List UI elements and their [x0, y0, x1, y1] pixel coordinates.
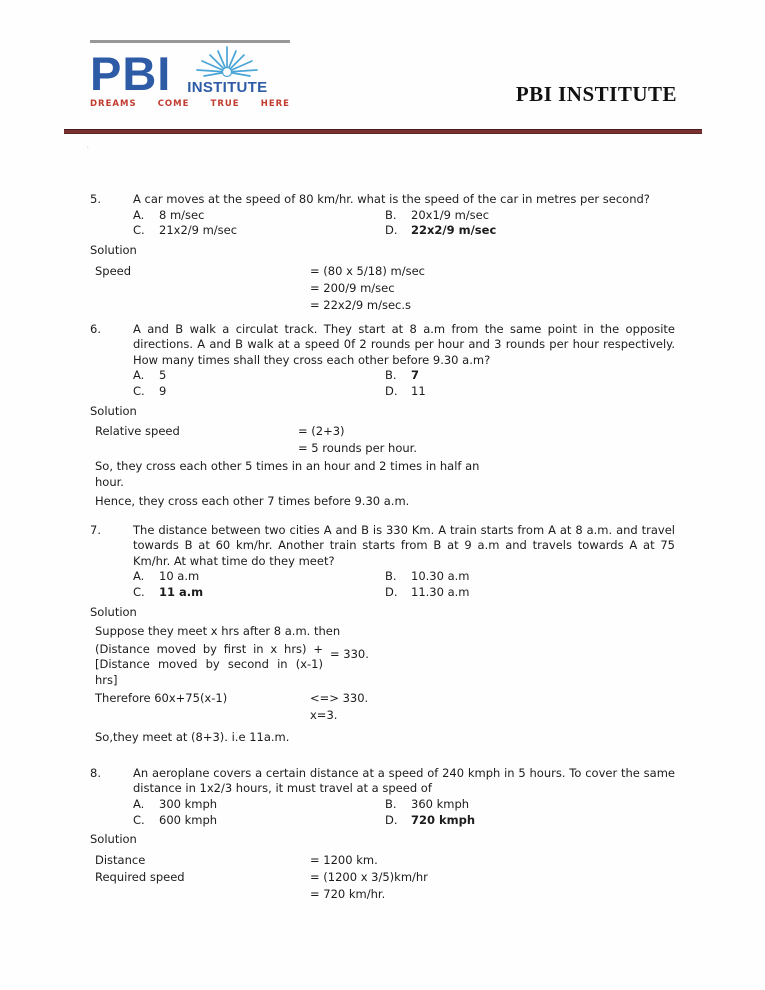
option-d: D. 11	[385, 383, 426, 398]
solution-term: Speed	[95, 263, 132, 278]
question-text: An aeroplane covers a certain distance at a speed of 240 kmph in 5 hours. To cover the same distance in 1x2/3 hours, it must travel at a speed of	[133, 765, 675, 796]
pbi-logo	[90, 40, 290, 109]
question-text: A and B walk a circulat track. They start at 8 a.m from the same point in the opposite directions. A and B walk at a speed 0f 2 rounds per hour and 3 rounds per hour respectively. How many times shall they cross each other before 9.30 a.m?	[133, 321, 675, 367]
question-5	[90, 192, 675, 239]
option-b: B. 20x1/9 m/sec	[385, 207, 490, 222]
option-a: A. 300 kmph	[133, 796, 218, 811]
question-7	[90, 523, 675, 601]
solution-label: Solution	[90, 832, 137, 847]
question-6	[90, 322, 675, 400]
option-d: D. 11.30 a.m	[385, 584, 470, 599]
tagline-word: COME	[157, 99, 190, 109]
distance-equation-block	[90, 642, 675, 689]
option-a: A. 10 a.m	[133, 569, 200, 584]
logo-main-row	[90, 45, 290, 100]
expression-line: [Distance moved by second in (x-1)	[95, 657, 323, 672]
logo-institute-text: INSTITUTE	[187, 79, 268, 96]
expression-line: hrs]	[95, 672, 118, 687]
solution-row	[90, 423, 675, 457]
equation-line: = 22x2/9 m/sec.s	[310, 297, 412, 312]
question-8	[90, 766, 675, 829]
question-number: 7.	[90, 522, 101, 537]
solution-note: Hence, they cross each other 7 times before 9.30 a.m.	[95, 494, 410, 509]
option-c: C. 600 kmph	[133, 812, 218, 827]
logo-pbi-text: PBI	[90, 46, 172, 100]
options-grid	[133, 569, 675, 601]
solution-row	[90, 690, 675, 724]
distance-expression	[95, 642, 323, 689]
solution-intro: Suppose they meet x hrs after 8 a.m. then	[95, 624, 341, 639]
option-b: B. 10.30 a.m	[385, 569, 470, 584]
option-d-answer: D. 22x2/9 m/sec	[385, 223, 497, 238]
option-c: C. 21x2/9 m/sec	[133, 223, 238, 238]
solution-label: Solution	[90, 403, 137, 418]
options-grid	[133, 208, 675, 240]
solution-row	[90, 869, 675, 903]
tagline-word: TRUE	[210, 99, 240, 109]
options-grid	[133, 797, 675, 829]
question-body	[133, 192, 675, 239]
equation-line: = 5 rounds per hour.	[298, 441, 417, 456]
equation-line: <=> 330.	[310, 691, 369, 706]
question-text: The distance between two cities A and B is 330 Km. A train starts from A at 8 a.m. and travel towards B at 60 km/hr. Another train starts from B at 9 a.m and travels towards A at 75 Km/hr. At what time do they meet?	[133, 522, 675, 568]
question-body	[133, 322, 675, 400]
solution-equations	[310, 263, 425, 314]
option-c-answer: C. 11 a.m	[133, 584, 204, 599]
solution-row	[90, 852, 675, 869]
page-title: PBI INSTITUTE	[515, 82, 677, 106]
solution-conclusion: So,they meet at (8+3). i.e 11a.m.	[95, 730, 290, 745]
logo-top-rule	[90, 40, 290, 43]
question-body	[133, 523, 675, 601]
expression-line: (Distance moved by first in x hrs) +	[95, 641, 323, 656]
option-b-answer: B. 7	[385, 368, 420, 383]
solution-note: So, they cross each other 5 times in an hour and 2 times in half an hour.	[95, 459, 480, 489]
solution-term: Distance	[95, 852, 146, 867]
equation-line: = (80 x 5/18) m/sec	[310, 263, 425, 278]
sunburst-icon	[196, 45, 258, 79]
solution-term: Therefore 60x+75(x-1)	[95, 691, 228, 706]
tagline-word: DREAMS	[90, 99, 137, 109]
equation-line: = (1200 x 3/5)km/hr	[310, 869, 428, 884]
stray-mark: .	[86, 138, 90, 151]
solution-equations	[310, 690, 368, 724]
option-b: B. 360 kmph	[385, 796, 470, 811]
solution-term: Relative speed	[95, 424, 180, 439]
solution-term: Required speed	[95, 869, 185, 884]
question-body	[133, 766, 675, 829]
equation-line: = (2+3)	[298, 424, 345, 439]
tagline-word: HERE	[260, 99, 290, 109]
question-number: 6.	[90, 321, 101, 336]
option-c: C. 9	[133, 383, 167, 398]
solution-equations	[298, 423, 417, 457]
option-a: A. 5	[133, 368, 167, 383]
logo-tagline	[90, 99, 290, 109]
questions-area	[90, 192, 675, 903]
option-d-answer: D. 720 kmph	[385, 812, 476, 827]
equation-line: = 200/9 m/sec	[310, 280, 395, 295]
solution-equations	[310, 869, 428, 903]
solution-row	[90, 263, 675, 314]
equation-line: = 720 km/hr.	[310, 886, 386, 901]
header-divider	[64, 129, 702, 134]
expression-result: = 330.	[330, 646, 369, 661]
equation-line: = 1200 km.	[310, 852, 378, 867]
equation-line: x=3.	[310, 708, 338, 723]
solution-equations	[310, 852, 378, 869]
question-text: A car moves at the speed of 80 km/hr. what is the speed of the car in metres per second?	[133, 192, 650, 206]
solution-label: Solution	[90, 243, 137, 258]
solution-label: Solution	[90, 604, 137, 619]
options-grid	[133, 368, 675, 400]
option-a: A. 8 m/sec	[133, 207, 205, 222]
logo-right-block	[179, 45, 275, 95]
question-number: 5.	[90, 192, 101, 206]
question-number: 8.	[90, 765, 101, 780]
page-header	[90, 40, 677, 109]
